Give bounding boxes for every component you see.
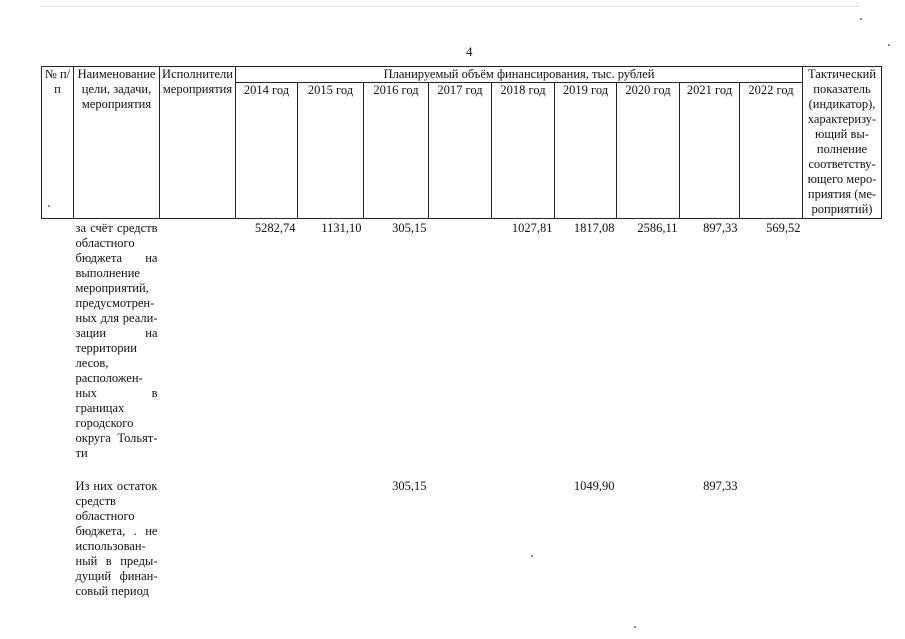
header-indicator: Тактический показатель (индикатор), характеризующий выполнение соответствующего мероприятия (мероприятий) — [803, 67, 882, 219]
value-cell: 897,33 — [703, 479, 738, 493]
page-number: 4 — [466, 44, 473, 59]
value-cell — [617, 461, 680, 599]
scan-speck — [888, 44, 890, 46]
table-row — [42, 219, 882, 462]
header-year: 2021 год — [680, 83, 740, 219]
value-cell — [740, 461, 803, 599]
table-row — [42, 461, 882, 599]
value-cell: 1131,10 — [321, 221, 362, 235]
value-cell: 1027,81 — [511, 221, 553, 235]
value-cell: 897,33 — [703, 221, 738, 235]
value-cell — [429, 219, 492, 462]
header-year: 2017 год — [429, 83, 492, 219]
page-top-rule — [40, 6, 860, 7]
value-cell: 305,15 — [392, 221, 427, 235]
header-year: 2018 год — [492, 83, 555, 219]
value-cell — [492, 461, 555, 599]
value-cell: 305,15 — [392, 479, 427, 493]
header-year: 2014 год — [236, 83, 298, 219]
header-year: 2015 год — [298, 83, 364, 219]
financing-table — [41, 66, 882, 599]
header-year: 2022 год — [740, 83, 803, 219]
header-num: № п/п — [42, 67, 74, 219]
header-year: 2019 год — [555, 83, 617, 219]
value-cell: 2586,11 — [637, 221, 678, 235]
row-name: за счёт средств областного бюджета на выполнение мероприятий, предусмотренных для реализации на территории лесов, расположенных в границах городского округа Тольятти — [75, 221, 158, 460]
scan-speck — [634, 626, 636, 628]
value-cell: 5282,74 — [254, 221, 296, 235]
value-cell: 569,52 — [766, 221, 801, 235]
header-funding: Планируемый объём финансирования, тыс. рублей — [236, 67, 803, 83]
header-name: Наименование цели, задачи, мероприятия — [74, 67, 160, 219]
header-executors: Исполнители мероприятия — [160, 67, 236, 219]
value-cell: 1049,90 — [573, 479, 615, 493]
header-row-top — [42, 67, 882, 83]
scan-speck — [48, 205, 50, 207]
header-year: 2016 год — [364, 83, 429, 219]
row-name: Из них остаток средств областного бюджета, . не использованный в предыдущий финансовый период — [75, 479, 158, 598]
value-cell: 1817,08 — [573, 221, 615, 235]
scan-speck — [531, 555, 533, 557]
value-cell — [236, 461, 298, 599]
value-cell — [429, 461, 492, 599]
value-cell — [298, 461, 364, 599]
header-year: 2020 год — [617, 83, 680, 219]
scan-speck — [860, 18, 862, 20]
